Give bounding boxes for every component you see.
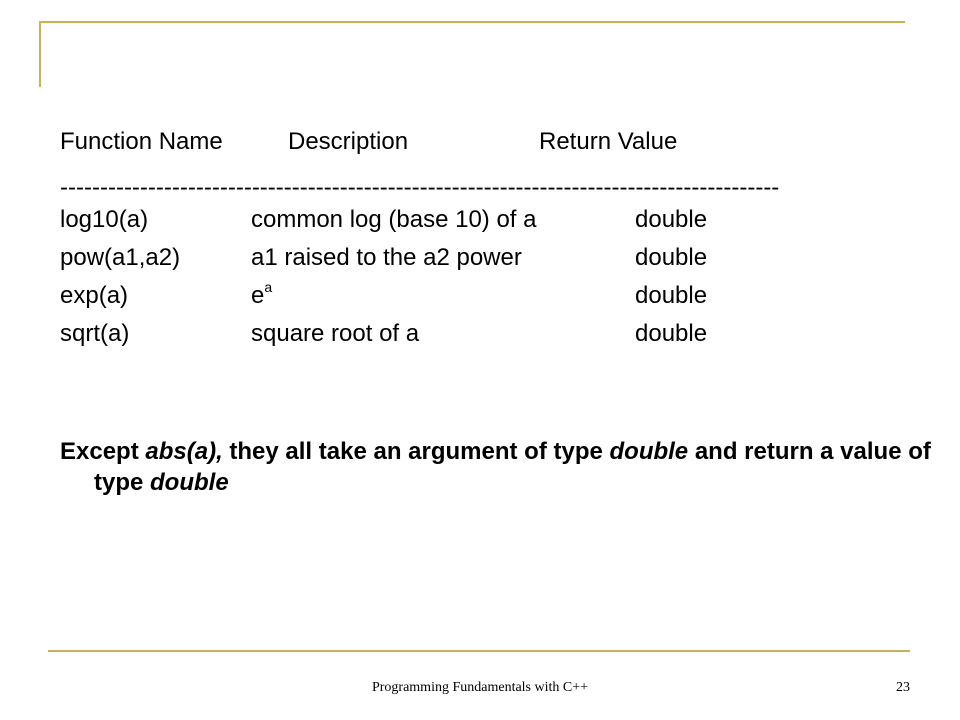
note-part-3: they all take an argument of type [222, 438, 610, 465]
row-3-description-exponent: a [264, 279, 273, 295]
page-number: 23 [896, 680, 910, 695]
note-part-4: double [609, 438, 689, 465]
row-1-description: common log (base 10) of a [251, 206, 537, 233]
row-3-name: exp(a) [60, 282, 129, 309]
row-4-description: square root of a [251, 320, 420, 347]
note-part-5: and return a value of type [94, 438, 931, 496]
row-3-description-base: e [251, 282, 265, 309]
frame-top-rule [39, 21, 905, 23]
footer-rule [48, 650, 910, 652]
row-4-return: double [635, 320, 708, 347]
header-function-name: Function Name [60, 128, 223, 155]
header-description: Description [288, 128, 409, 155]
frame-left-rule [39, 21, 41, 87]
row-2-name: pow(a1,a2) [60, 244, 181, 271]
row-3-return: double [635, 282, 708, 309]
note-part-1: Except [60, 438, 146, 465]
footer-title: Programming Fundamentals with C++ [371, 680, 589, 695]
row-4-name: sqrt(a) [60, 320, 130, 347]
row-2-return: double [635, 244, 708, 271]
note-part-6: double [150, 469, 229, 496]
row-2-description: a1 raised to the a2 power [251, 244, 522, 271]
separator-line: ------------------------------------------------------------------------------------------ [60, 174, 780, 201]
note-text [60, 436, 944, 498]
row-3-description [251, 279, 273, 310]
note-part-2: abs(a), [145, 438, 223, 465]
row-1-return: double [635, 206, 708, 233]
header-return-value: Return Value [539, 128, 678, 155]
row-1-name: log10(a) [60, 206, 149, 233]
